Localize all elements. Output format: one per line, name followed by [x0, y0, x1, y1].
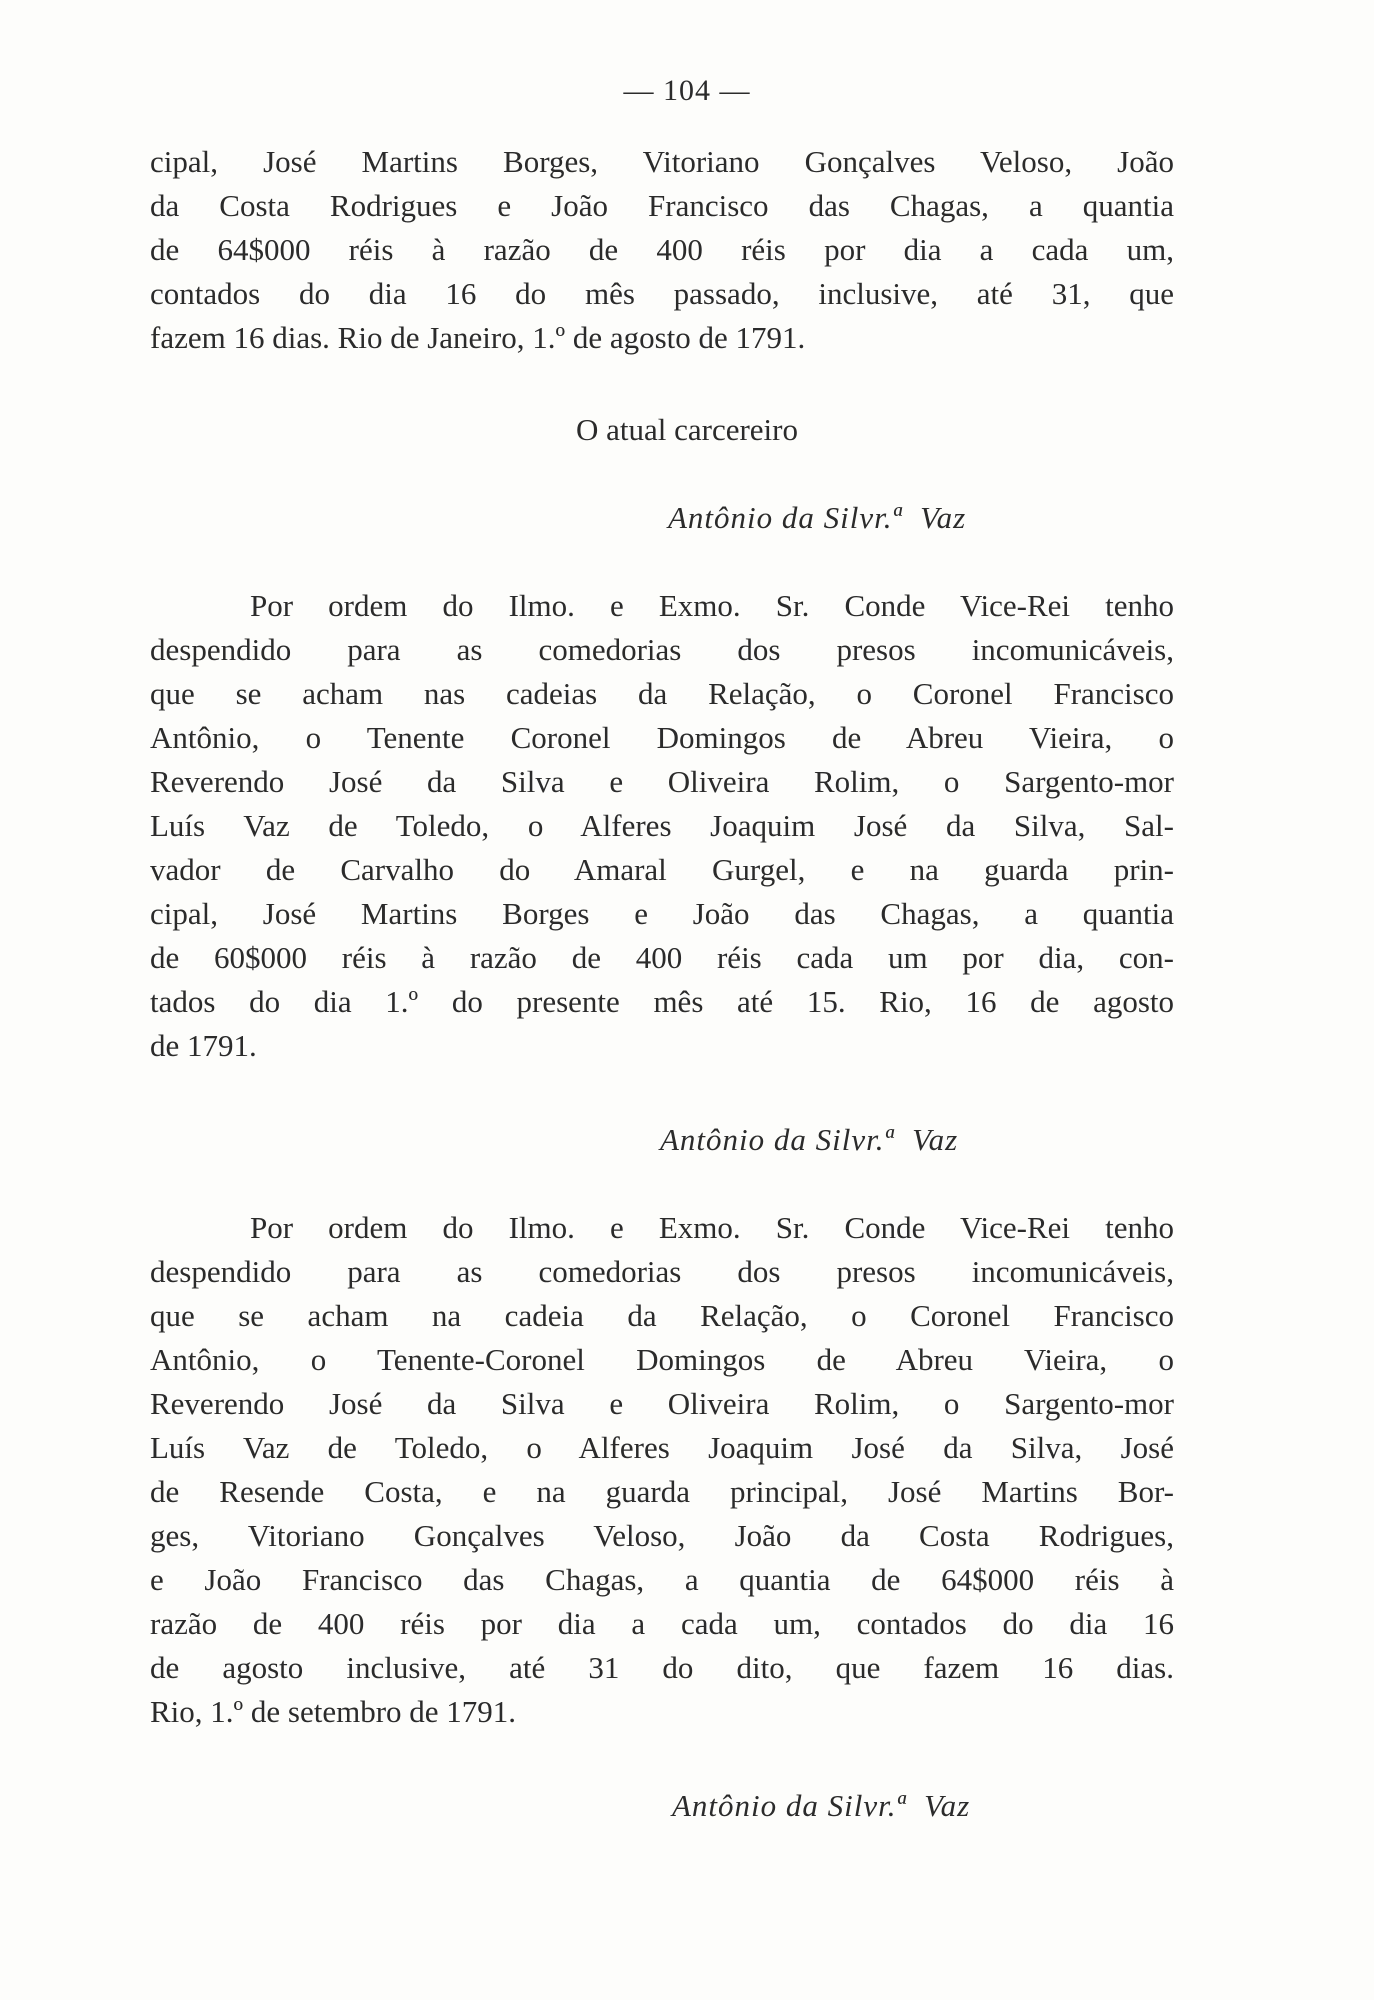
text-line: Por ordem do Ilmo. e Exmo. Sr. Conde Vice-Rei tenho: [250, 1210, 1174, 1245]
text-line: de 1791.: [150, 1028, 257, 1063]
text-line: de Resende Costa, e na guarda principal, José Martins Bor-: [150, 1474, 1174, 1509]
text-line: e João Francisco das Chagas, a quantia de 64$000 réis à: [150, 1562, 1174, 1597]
text-line: Antônio, o Tenente Coronel Domingos de Abreu Vieira, o: [150, 720, 1174, 755]
text-line: vador de Carvalho do Amaral Gurgel, e na guarda prin-: [150, 852, 1174, 887]
text-line: que se acham na cadeia da Relação, o Coronel Francisco: [150, 1298, 1174, 1333]
text-line: da Costa Rodrigues e João Francisco das Chagas, a quantia: [150, 188, 1174, 223]
text-line: Luís Vaz de Toledo, o Alferes Joaquim José da Silva, José: [150, 1430, 1174, 1465]
text-line: Rio, 1.º de setembro de 1791.: [150, 1694, 517, 1729]
page-number: — 104 —: [623, 74, 751, 107]
text-line: despendido para as comedorias dos presos incomunicáveis,: [150, 1254, 1174, 1289]
text-line: tados do dia 1.º do presente mês até 15. Rio, 16 de agosto: [150, 984, 1174, 1019]
signature-2: [660, 1122, 958, 1158]
text-line: de 64$000 réis à razão de 400 réis por dia a cada um,: [150, 232, 1174, 267]
text-line: fazem 16 dias. Rio de Janeiro, 1.º de agosto de 1791.: [150, 320, 806, 355]
text-line: Reverendo José da Silva e Oliveira Rolim, o Sargento-mor: [150, 764, 1174, 799]
paragraph-1: [150, 140, 1174, 360]
signature-name: Antônio da Silvr.ª: [668, 500, 903, 535]
text-line: de agosto inclusive, até 31 do dito, que fazem 16 dias.: [150, 1650, 1174, 1685]
text-line: Reverendo José da Silva e Oliveira Rolim, o Sargento-mor: [150, 1386, 1174, 1421]
closing-title: O atual carcereiro: [575, 412, 798, 447]
text-line: Por ordem do Ilmo. e Exmo. Sr. Conde Vice-Rei tenho: [250, 588, 1174, 623]
paragraph-3: [150, 1206, 1174, 1734]
text-line: contados do dia 16 do mês passado, inclusive, até 31, que: [150, 276, 1174, 311]
paragraph-2: [150, 584, 1174, 1068]
text-line: que se acham nas cadeias da Relação, o Coronel Francisco: [150, 676, 1174, 711]
signature-1: [668, 500, 966, 536]
signature-name: Antônio da Silvr.ª: [660, 1122, 895, 1157]
text-line: ges, Vitoriano Gonçalves Veloso, João da Costa Rodrigues,: [150, 1518, 1174, 1553]
signature-surname: Vaz: [920, 500, 967, 535]
text-line: cipal, José Martins Borges, Vitoriano Gonçalves Veloso, João: [150, 144, 1174, 179]
signature-surname: Vaz: [924, 1788, 971, 1823]
signature-3: [672, 1788, 970, 1824]
text-line: despendido para as comedorias dos presos incomunicáveis,: [150, 632, 1174, 667]
text-line: de 60$000 réis à razão de 400 réis cada um por dia, con-: [150, 940, 1174, 975]
signature-surname: Vaz: [912, 1122, 959, 1157]
text-line: cipal, José Martins Borges e João das Chagas, a quantia: [150, 896, 1174, 931]
text-line: Luís Vaz de Toledo, o Alferes Joaquim José da Silva, Sal-: [150, 808, 1174, 843]
text-line: razão de 400 réis por dia a cada um, contados do dia 16: [150, 1606, 1174, 1641]
text-line: Antônio, o Tenente-Coronel Domingos de Abreu Vieira, o: [150, 1342, 1174, 1377]
signature-name: Antônio da Silvr.ª: [672, 1788, 907, 1823]
